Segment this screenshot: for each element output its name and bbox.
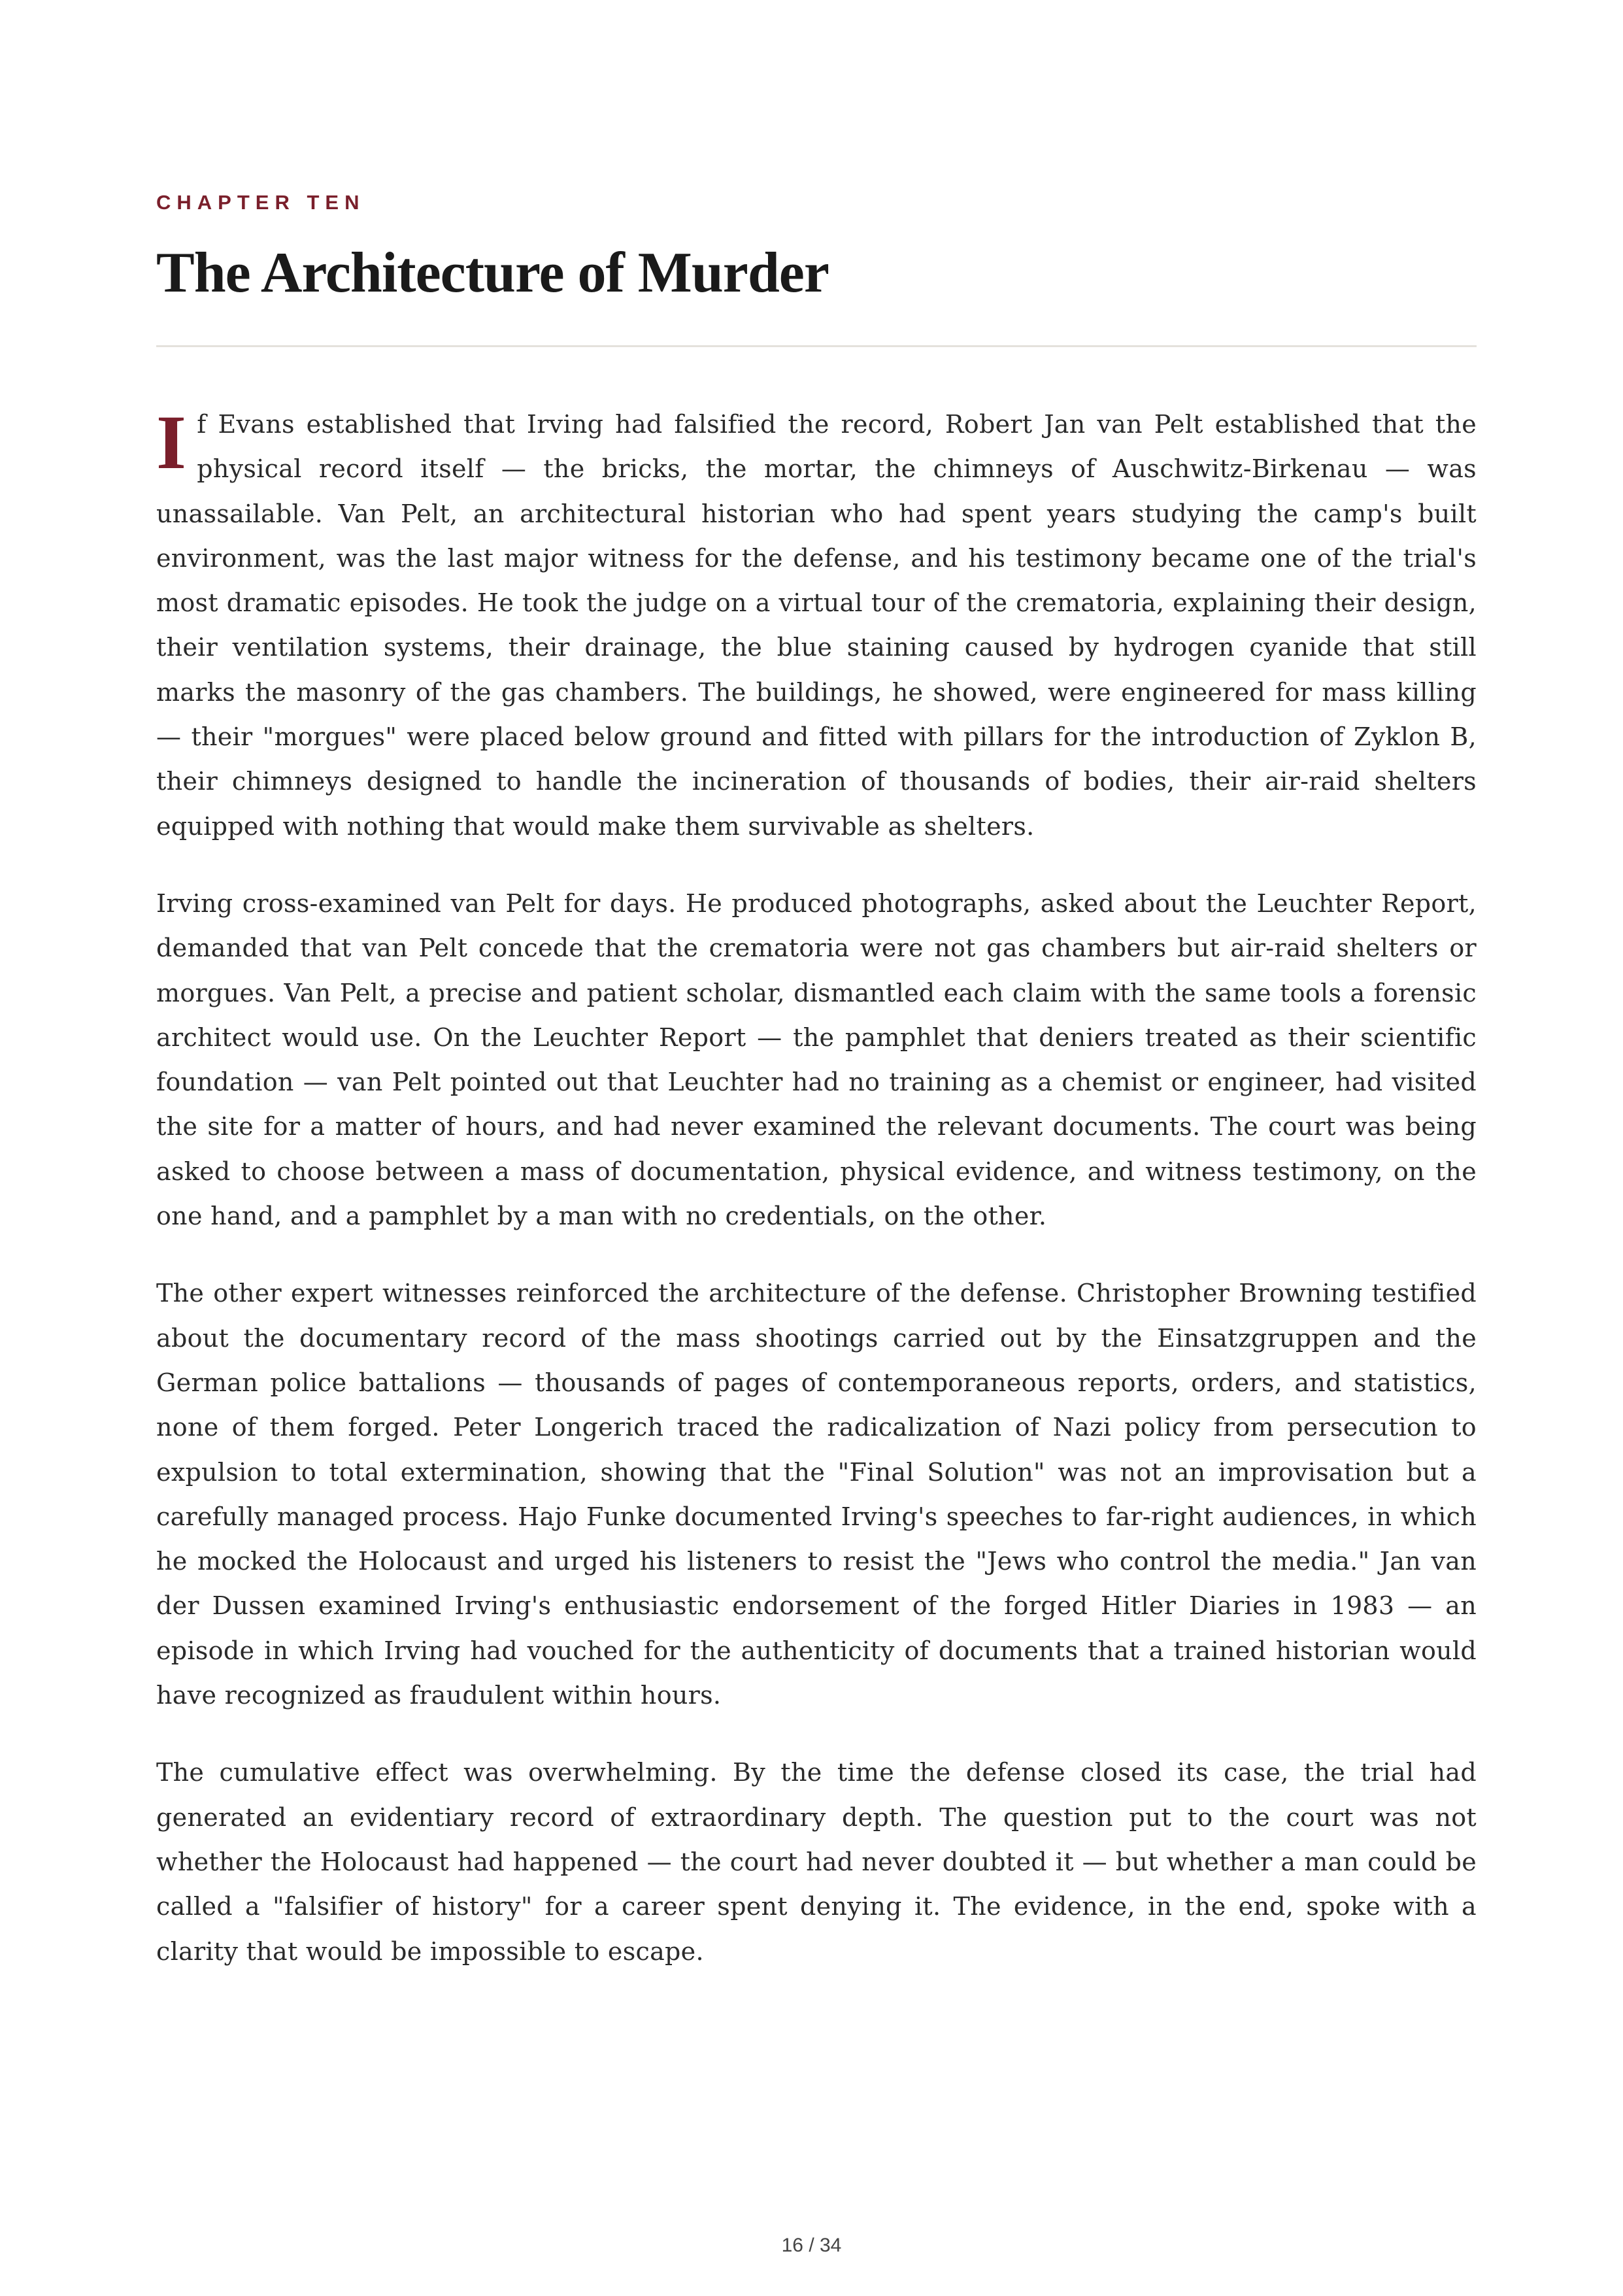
- paragraph-1: [156, 399, 1477, 849]
- paragraph-2: Irving cross-examined van Pelt for days. He produced photographs, asked about the Leuchter Report, demanded that van Pelt concede that the crematoria were not gas chambers but air-raid shelters or morgues. Van Pelt, a precise and patient scholar, dismantled each claim with the same tools a forensic architect would use. On the Leuchter Report — the pamphlet that deniers treated as their scientific foundation — van Pelt pointed out that Leuchter had no training as a chemist or engineer, had visited the site for a matter of hours, and had never examined the relevant documents. The court was being asked to choose between a mass of documentation, physical evidence, and witness testimony, on the one hand, and a pamphlet by a man with no credentials, on the other.: [156, 888, 1477, 1231]
- paragraph-3: The other expert witnesses reinforced the architecture of the defense. Christopher Browning testified about the documentary record of the mass shootings carried out by the Einsatzgruppen and the German police battalions — thousands of pages of contemporaneous reports, orders, and statistics, none of them forged. Peter Longerich traced the radicalization of Nazi policy from persecution to expulsion to total extermination, showing that the "Final Solution" was not an improvisation but a carefully managed process. Hajo Funke documented Irving's speeches to far-right audiences, in which he mocked the Holocaust and urged his listeners to resist the "Jews who control the media." Jan van der Dussen examined Irving's enthusiastic endorsement of the forged Hitler Diaries in 1983 — an episode in which Irving had vouched for the authenticity of documents that a trained historian would have recognized as fraudulent within hours.: [156, 1279, 1477, 1710]
- page-number: 16 / 34: [781, 2235, 842, 2256]
- chapter-content: [156, 190, 1477, 2006]
- paragraph-text: f Evans established that Irving had falsified the record, Robert Jan van Pelt established that the physical record itself — the bricks, the mortar, the chimneys of Auschwitz-Birkenau — was unassailable. Van Pelt, an architectural historian who had spent years studying the camp's built environment, was the last major witness for the defense, and his testimony became one of the trial's most dramatic episodes. He took the judge on a virtual tour of the crematoria, explaining their design, their ventilation systems, their drainage, the blue staining caused by hydrogen cyanide that still marks the masonry of the gas chambers. The buildings, he showed, were engineered for mass killing — their "morgues" were placed below ground and fitted with pillars for the introduction of Zyklon B, their chimneys designed to handle the incineration of thousands of bodies, their air-raid shelters equipped with nothing that would make them survivable as shelters.: [156, 410, 1477, 841]
- chapter-body: [156, 399, 1477, 1974]
- chapter-title: The Architecture of Murder: [156, 241, 829, 305]
- chapter-label: CHAPTER TEN: [156, 191, 365, 214]
- drop-cap: I: [156, 399, 187, 485]
- title-divider: [156, 345, 1477, 347]
- paragraph-4: The cumulative effect was overwhelming. By the time the defense closed its case, the trial had generated an evidentiary record of extraordinary depth. The question put to the court was not whether the Holocaust had happened — the court had never doubted it — but whether a man could be called a "falsifier of history" for a career spent denying it. The evidence, in the end, spoke with a clarity that would be impossible to escape.: [156, 1758, 1477, 1966]
